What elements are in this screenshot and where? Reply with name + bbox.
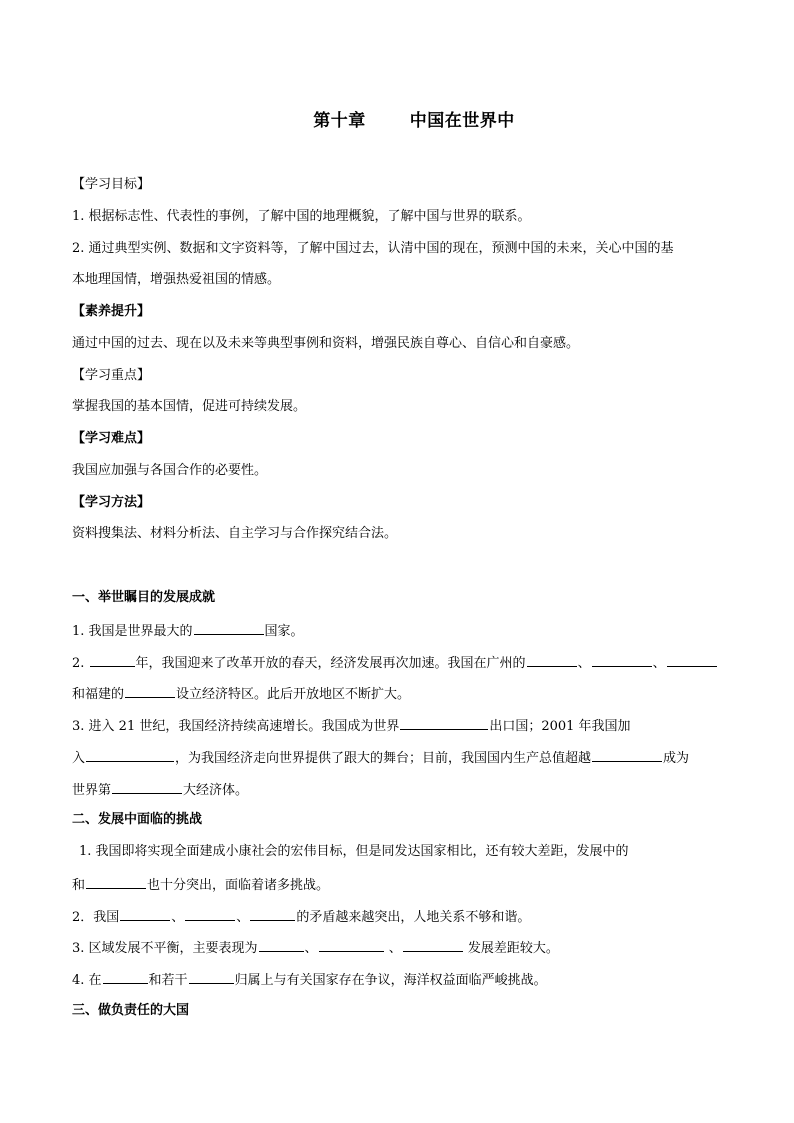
literacy-text: 通过中国的过去、现在以及未来等典型事例和资料，增强民族自尊心、自信心和自豪感。 bbox=[72, 336, 580, 351]
s2-q3-text-b: 、 bbox=[304, 941, 318, 956]
s1-q2-text-a: 2. bbox=[72, 656, 89, 671]
blank-organization[interactable] bbox=[86, 748, 174, 762]
s2-q2-text-c: 、 bbox=[236, 910, 250, 925]
s1-question-3-line-2 bbox=[72, 748, 724, 768]
s1-question-3-line-1 bbox=[72, 716, 724, 736]
s2-q4-text-c: 归属上与有关国家存在争议，海洋权益面临严峻挑战。 bbox=[234, 973, 547, 988]
blank-sea-area[interactable] bbox=[103, 970, 148, 984]
blank-conflict-2[interactable] bbox=[185, 907, 235, 921]
objective-item-2-line-1: 2. 通过典型实例、数据和文字资料等，了解中国过去，认清中国的现在，预测中国的未来，关心中国的基 bbox=[72, 241, 674, 256]
blank-export-rank[interactable] bbox=[400, 716, 488, 730]
s2-q2-text-b: 、 bbox=[171, 910, 185, 925]
s1-q2-text-d: 、 bbox=[652, 656, 666, 671]
blank-islands[interactable] bbox=[189, 970, 234, 984]
chapter-number: 第十章 bbox=[313, 111, 366, 131]
s1-q2-text-c: 、 bbox=[577, 656, 591, 671]
blank-sez-2[interactable] bbox=[592, 653, 652, 667]
blank-surpassed-country[interactable] bbox=[592, 748, 662, 762]
s1-q1-text-a: 1. 我国是世界最大的 bbox=[72, 624, 193, 639]
blank-largest-country-type[interactable] bbox=[194, 621, 264, 635]
s2-q2-text-a: 2．我国 bbox=[72, 910, 120, 925]
objective-item-1: 1. 根据标志性、代表性的事例，了解中国的地理概貌，了解中国与世界的联系。 bbox=[72, 209, 531, 224]
blank-reform-year[interactable] bbox=[90, 653, 135, 667]
section-2-heading: 二、发展中面临的挑战 bbox=[72, 812, 203, 827]
section-1-heading: 一、举世瞩目的发展成就 bbox=[72, 590, 216, 605]
s1-question-2-line-2 bbox=[72, 684, 724, 704]
s1-q2-text-f: 设立经济特区。此后开放地区不断扩大。 bbox=[176, 687, 411, 702]
s1-q1-text-b: 国家。 bbox=[264, 624, 304, 639]
keypoints-heading: 【学习重点】 bbox=[72, 368, 151, 383]
methods-heading: 【学习方法】 bbox=[72, 495, 151, 510]
methods-text: 资料搜集法、材料分析法、自主学习与合作探究结合法。 bbox=[72, 526, 398, 541]
section-3-heading: 三、做负责任的大国 bbox=[72, 1003, 190, 1018]
s1-q3-text-e: 成为 bbox=[663, 751, 690, 766]
difficulties-heading: 【学习难点】 bbox=[72, 431, 151, 446]
s1-question-3-line-3 bbox=[72, 780, 724, 800]
blank-sez-3[interactable] bbox=[667, 653, 717, 667]
s1-q3-text-f: 世界第 bbox=[72, 783, 112, 798]
s1-q2-text-b: 年，我国迎来了改革开放的春天，经济发展再次加速。我国在广州的 bbox=[135, 656, 526, 671]
s2-question-1-line-1: 1. 我国即将实现全面建成小康社会的宏伟目标，但是同发达国家相比，还有较大差距，发展中的 bbox=[79, 844, 629, 859]
s2-question-2 bbox=[72, 907, 724, 927]
s1-q3-text-g: 大经济体。 bbox=[183, 783, 249, 798]
blank-gap-3[interactable] bbox=[403, 938, 463, 952]
s1-q3-text-c: 入 bbox=[72, 751, 86, 766]
chapter-name: 中国在世界中 bbox=[409, 111, 515, 131]
blank-conflict-3[interactable] bbox=[250, 907, 295, 921]
blank-conflict-1[interactable] bbox=[120, 907, 170, 921]
s2-q4-text-b: 和若干 bbox=[148, 973, 188, 988]
blank-economy-rank[interactable] bbox=[112, 780, 182, 794]
s1-q3-text-b: 出口国；2001 年我国加 bbox=[489, 719, 631, 734]
s2-q3-text-c: 、 bbox=[384, 941, 402, 956]
objective-item-2-line-2: 本地理国情，增强热爱祖国的情感。 bbox=[72, 272, 281, 287]
blank-gap-2[interactable] bbox=[319, 938, 384, 952]
objectives-heading: 【学习目标】 bbox=[72, 177, 151, 192]
s1-q3-text-d: ，为我国经济走向世界提供了跟大的舞台；目前，我国国内生产总值超越 bbox=[175, 751, 592, 766]
keypoints-text: 掌握我国的基本国情，促进可持续发展。 bbox=[72, 399, 307, 414]
s2-question-3 bbox=[72, 938, 724, 958]
blank-sez-1[interactable] bbox=[527, 653, 577, 667]
difficulties-text: 我国应加强与各国合作的必要性。 bbox=[72, 463, 268, 478]
s2-q4-text-a: 4. 在 bbox=[72, 973, 102, 988]
page-title bbox=[0, 106, 794, 131]
s1-q2-text-e: 和福建的 bbox=[72, 687, 125, 702]
blank-development-issue[interactable] bbox=[86, 875, 146, 889]
s2-q3-text-d: 发展差距较大。 bbox=[463, 941, 559, 956]
s2-question-1-line-2 bbox=[72, 875, 724, 895]
s1-question-1 bbox=[72, 621, 724, 641]
s2-question-4 bbox=[72, 970, 724, 990]
literacy-heading: 【素养提升】 bbox=[72, 304, 151, 319]
blank-sez-fujian[interactable] bbox=[125, 684, 175, 698]
s1-question-2-line-1 bbox=[72, 653, 724, 673]
s2-q1-text-b: 和 bbox=[72, 878, 86, 893]
blank-gap-1[interactable] bbox=[259, 938, 304, 952]
s1-q3-text-a: 3. 进入 21 世纪，我国经济持续高速增长。我国成为世界 bbox=[72, 719, 400, 734]
s2-q3-text-a: 3. 区域发展不平衡，主要表现为 bbox=[72, 941, 258, 956]
s2-q2-text-d: 的矛盾越来越突出，人地关系不够和谐。 bbox=[296, 910, 531, 925]
s2-q1-text-c: 也十分突出，面临着诸多挑战。 bbox=[147, 878, 330, 893]
